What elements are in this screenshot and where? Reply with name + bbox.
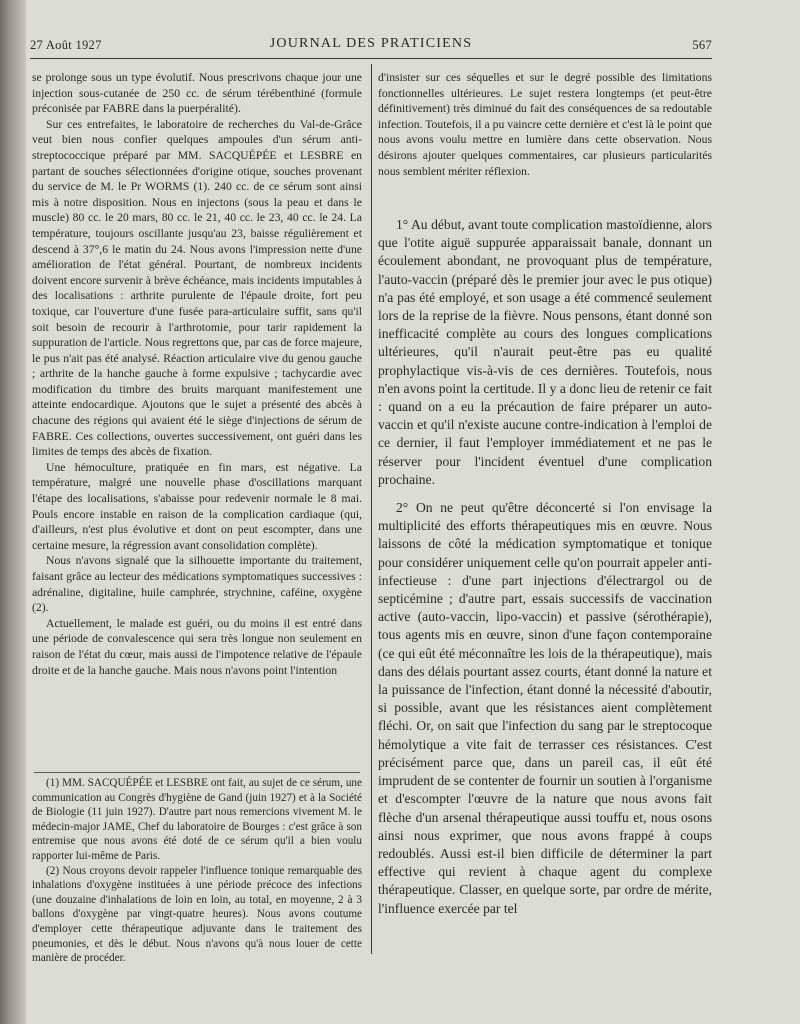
page-binding-shadow: [0, 0, 26, 1024]
journal-title: JOURNAL DES PRATICIENS: [269, 36, 473, 51]
paragraph: se prolonge sous un type évolutif. Nous prescrivons chaque jour une injection sous-cutanée de 250 cc. de sérum térébenthiné (formule préconisée par FABRE dans la puerpéralité).: [32, 71, 362, 116]
column-divider: [371, 64, 372, 954]
paragraph: Une hémoculture, pratiquée en fin mars, est négative. La température, malgré une nouvelle phase d'oscillations marquant l'étape des localisations, s'abaisse pour redevenir normale le 8 mai. Pouls encore instable en raison de la complication cardiaque (qui, d'ailleurs, n'est plus évolutive et dont on peut escompter, dans une certaine mesure, la régression avant consolidation complète).: [32, 460, 362, 552]
right-column-main: [378, 216, 712, 918]
point-1: 1° Au début, avant toute complication mastoïdienne, alors que l'otite aiguë suppurée apparaissait banale, donnant un écoulement abondant, ne provoquant plus de température, l'auto-vaccin (préparé dès le premier jour avec le pus otique) n'a pas été employé, et son usage a été commencé seulement lors de la reprise de la fièvre. Nous pensons, étant donné son inefficacité complète au cours des longues complications ultérieures, qu'il n'aurait peut-être pas eu qualité prophylactique vis-à-vis de ces dernières. Toutefois, nous n'en avons point la certitude. Il y a donc lieu de retenir ce fait : quand on a eu la précaution de faire préparer un auto-vaccin et qu'il n'existe aucune contre-indication à l'emploi de ce dernier, il faut l'employer immédiatement et ne pas le réserver pour l'incident éventuel d'une complication prochaine.: [378, 217, 712, 487]
footnotes: [32, 776, 362, 966]
footnote-2: (2) Nous croyons devoir rappeler l'influence tonique remarquable des inhalations d'oxygène instituées à une période précoce des infections (une douzaine d'inhalations de loin en loin, au total, en moyenne, 2 à 3 ballons d'oxygène par vingt-quatre heures). Nous avons coutume d'employer cette thérapeutique adjuvante dans le traitement des pneumonies, et dès le début. Nous n'avons qu'à nous louer de cette manière de procéder.: [32, 864, 362, 965]
footnote-rule: [34, 772, 360, 773]
header-rule: [30, 58, 712, 59]
point-2: 2° On ne peut qu'être déconcerté si l'on envisage la multiplicité des efforts thérapeutiques mis en œuvre. Nous laissons de côté la médication symptomatique et tonique pour considérer uniquement celle qu'on pourrait appeler anti-infectieuse : d'une part injections d'électrargol ou de septicémine ; d'autre part, essais successifs de vaccination active (auto-vaccin, lipo-vaccin) et passive (sérothérapie), tous agents mis en œuvre, sinon d'une façon contemporaine (ce qui eût été méconnaître les lois de la thérapeutique), mais dans des délais pourtant assez courts, étant donné la nature et la puissance de l'infection, étant donné la nécessité d'aboutir, si possible, avant que les résistances aient complètement fléchi. Or, on sait que l'infection du sang par le streptocoque hémolytique a vite fait de terrasser ces résistances. C'est précisément parce que, dans un pareil cas, il eût été imprudent de se contenter de fournir un soutien à l'organisme et d'escompter l'œuvre de la nature que nous avons fait flèche d'un arsenal thérapeutique aussi touffu et, nous osons ainsi nous exprimer, que nous avons frappé à coups redoublés. Aussi est-il bien difficile de déterminer la part effective qui revient à chaque agent du complexe thérapeutique. Classer, en quelque sorte, par ordre de mérite, l'influence exercée par tel: [378, 500, 712, 916]
running-header: [30, 36, 712, 56]
paragraph: Sur ces entrefaites, le laboratoire de recherches du Val-de-Grâce veut bien nous confier quelques ampoules d'un sérum anti-streptococcique préparé par MM. SACQUÉPÉE et LESBRE en partant de souches sélectionnées d'origine otique, souches provenant du service de M. le Pr WORMS (1). 240 cc. de ce sérum sont ainsi mis à notre disposition. Nous en injectons (sous la peau et dans le muscle) 80 cc. le 20 mars, 80 cc. le 21, 40 cc. le 23, 40 cc. le 24. La température, toujours oscillante jusqu'au 23, baisse régulièrement et descend à 37°,6 le matin du 24. Nous avons l'impression nette d'une amélioration de l'état général. Pourtant, de nombreux incidents doivent encore survenir à brève échéance, mais incidents imputables à des localisations : arthrite purulente de l'épaule droite, fort peu toxique, car l'ouverture d'une fusée para-articulaire suffit, sans qu'il soit besoin de recourir à l'arthrotomie, pour tarir rapidement la suppuration de l'article. Nous regrettons que, par cas de force majeure, le pus n'ait pas été analysé. Réaction articulaire vive du genou gauche ; arthrite de la hanche gauche à forme expulsive ; tachycardie avec modification du timbre des bruits marquant manifestement une atteinte endocardique. Ajoutons que le sujet a présenté des abcès à chacune des régions qui avaient été le siège d'injections de sérum de FABRE. Ces collections, ouvertes successivement, ont guéri dans les limites de temps des abcès de fixation.: [32, 117, 362, 459]
paragraph: Actuellement, le malade est guéri, ou du moins il est entré dans une période de convalescence qui sera très longue non seulement en raison de l'état du cœur, mais aussi de l'impotence relative de l'épaule droite et de la hanche gauche. Mais nous n'avons point l'intention: [32, 616, 362, 677]
page-number: 567: [692, 38, 712, 52]
issue-date: 27 Août 1927: [30, 38, 102, 52]
left-column: [32, 70, 362, 678]
footnote-1: (1) MM. SACQUÉPÉE et LESBRE ont fait, au sujet de ce sérum, une communication au Congrès d'hygiène de Gand (juin 1927) et à la Société de Biologie (11 juin 1927). D'autre part nous remercions vivement M. le médecin-major JAME, Chef du laboratoire de Bourges : c'est grâce à son entremise que nous avons été doté de ce sérum qu'il a bien voulu rapporter lui-même de Paris.: [32, 777, 362, 862]
right-column-intro: d'insister sur ces séquelles et sur le degré possible des limitations fonctionnelles ultérieures. Le sujet restera longtemps (et peut-être définitivement) très diminué du fait des conséquences de sa redoutable infection. Toutefois, il a pu vaincre cette dernière et c'est là le point que nous avons voulu mettre en lumière dans cette observation. Nous désirons ajouter quelques commentaires, car plusieurs particularités nous semblent mériter réflexion.: [378, 71, 712, 178]
paragraph: Nous n'avons signalé que la silhouette importante du traitement, faisant grâce au lecteur des médications symptomatiques successives : adrénaline, digitaline, huile camphrée, strychnine, caféine, oxygène (2).: [32, 554, 362, 615]
